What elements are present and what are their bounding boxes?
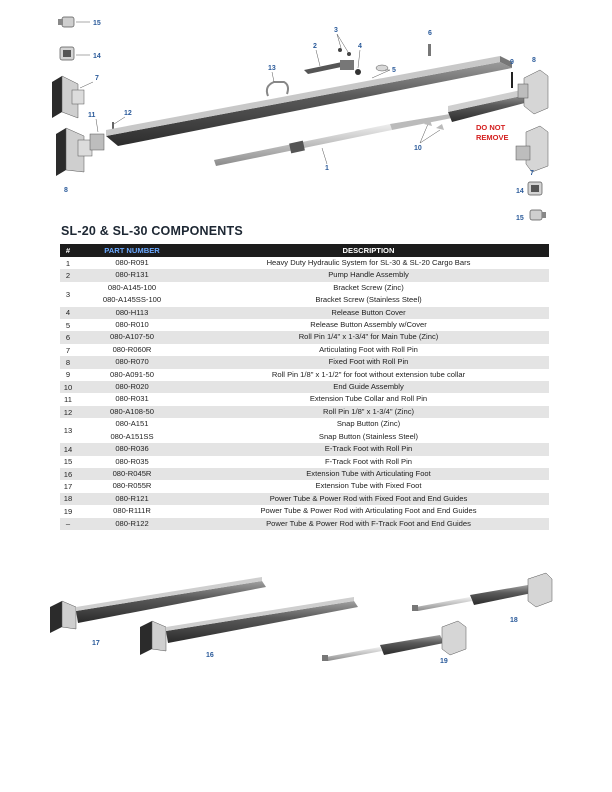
- part-description: Roll Pin 1/4" x 1-3/4" for Main Tube (Zinc): [298, 332, 439, 342]
- part-number: 080-R060R: [112, 344, 152, 354]
- part-number-cell: [76, 468, 188, 480]
- description-cell: [188, 456, 549, 468]
- part-number-cell: [76, 456, 188, 468]
- part-description: Bracket Screw (Stainless Steel): [315, 295, 422, 305]
- description-cell: [188, 480, 549, 492]
- part-number: 080-R070: [115, 357, 149, 367]
- part-number: 080-R055R: [112, 481, 152, 491]
- part-description: Articulating Foot with Roll Pin: [319, 344, 418, 354]
- snap-button: [267, 82, 288, 96]
- f-track-foot-part: [58, 17, 74, 27]
- part-description: Pump Handle Assembly: [328, 270, 409, 280]
- description-cell: [188, 356, 549, 368]
- articulating-foot-left: [52, 76, 84, 118]
- callout-8-right: 8: [532, 57, 536, 64]
- callout-7-left: 7: [95, 75, 99, 82]
- row-number: 16: [60, 468, 76, 480]
- components-table: [60, 244, 549, 530]
- part-number: 080-R131: [115, 270, 149, 280]
- part-number: 080-A145-100: [107, 282, 157, 292]
- end-guide: [436, 124, 444, 130]
- part-number: 080-R020: [115, 382, 149, 392]
- row-number: 6: [60, 331, 76, 343]
- part-number: 080-A145SS-100: [102, 295, 162, 305]
- description-cell: [188, 493, 549, 505]
- part-description: Power Tube & Power Rod with Articulating Foot and End Guides: [260, 506, 477, 516]
- part-number-cell: [76, 518, 188, 530]
- table-row: [60, 518, 549, 530]
- part-description: Roll Pin 1/8" x 1-3/4" (Zinc): [322, 406, 415, 416]
- table-row: [60, 257, 549, 269]
- callout-4: 4: [358, 43, 362, 50]
- part-number: 080-H113: [115, 307, 149, 317]
- part-number: 080-R111R: [113, 506, 151, 516]
- part-description: Roll Pin 1/8" x 1-1/2" for foot without extension tube collar: [271, 369, 466, 379]
- hydraulic-system: [214, 114, 452, 166]
- description-cell: [188, 406, 549, 418]
- articulating-foot-right: [516, 126, 548, 172]
- row-number: 13: [63, 426, 73, 436]
- part-description: F-Track Foot with Roll Pin: [324, 456, 413, 466]
- part-number-cell: [76, 331, 188, 343]
- table-row: [60, 505, 549, 517]
- row-number: 12: [60, 406, 76, 418]
- callout-14-right: 14: [516, 188, 524, 195]
- table-row: [60, 282, 549, 307]
- row-number: 9: [65, 370, 71, 380]
- table-row: [60, 307, 549, 319]
- part-number-cell: [76, 480, 188, 492]
- part-number: 080-R091: [115, 258, 149, 267]
- exploded-parts-diagram: [0, 0, 612, 230]
- table-row: [60, 406, 549, 418]
- row-number: 15: [63, 457, 73, 467]
- fixed-foot-right: [518, 70, 548, 114]
- part-number: 080-R031: [115, 394, 149, 404]
- callout-19: 19: [440, 658, 448, 665]
- fixed-foot-left: [56, 128, 92, 176]
- part-number-cell: [76, 381, 188, 393]
- description-cell: [188, 518, 549, 530]
- description-cell: [188, 344, 549, 356]
- table-row: [60, 331, 549, 343]
- extension-tube-collar: [90, 134, 104, 150]
- part-number: 080-R035: [115, 456, 149, 466]
- table-row: [60, 418, 549, 443]
- part-description: Power Tube & Power Rod with Fixed Foot and End Guides: [269, 493, 468, 503]
- header-number: #: [60, 244, 76, 257]
- part-description: Extension Tube with Fixed Foot: [315, 481, 422, 491]
- part-number: 080-A108-50: [110, 406, 154, 416]
- table-row: [60, 493, 549, 505]
- description-cell: [188, 331, 549, 343]
- section-title: SL-20 & SL-30 COMPONENTS: [61, 224, 243, 238]
- do-not-remove-line-2: REMOVE: [476, 133, 509, 142]
- callout-16: 16: [206, 652, 214, 659]
- callout-3: 3: [334, 27, 338, 34]
- callout-10: 10: [414, 145, 422, 152]
- description-cell: [188, 319, 549, 331]
- part-number: 080-R036: [115, 444, 149, 454]
- assembly-illustrations: [0, 565, 612, 685]
- f-track-foot-part-right: [530, 210, 546, 220]
- power-tube-articulating-foot: [322, 621, 466, 661]
- part-number-cell: [76, 393, 188, 405]
- row-number: 14: [60, 443, 76, 455]
- description-cell: [188, 282, 549, 307]
- description-cell: [188, 369, 549, 381]
- callout-5: 5: [392, 67, 396, 74]
- table-row: [60, 468, 549, 480]
- row-number: 7: [65, 345, 71, 355]
- callout-1: 1: [325, 165, 329, 172]
- part-description: Heavy Duty Hydraulic System for SL-30 & SL-20 Cargo Bars: [266, 258, 471, 267]
- pump-handle: [304, 60, 354, 74]
- main-tube-roll-pin: [428, 44, 431, 56]
- row-number: –: [60, 518, 76, 530]
- part-number: 080-R121: [115, 493, 149, 503]
- part-description: Release Button Cover: [331, 307, 406, 317]
- row-number: 1: [65, 258, 71, 268]
- part-number-cell: [76, 406, 188, 418]
- table-row: [60, 369, 549, 381]
- header-part-number: PART NUMBER: [76, 244, 188, 257]
- table-row: [60, 443, 549, 455]
- row-number: 17: [63, 482, 73, 492]
- part-number-cell: [76, 418, 188, 443]
- callout-17: 17: [92, 640, 100, 647]
- description-cell: [188, 443, 549, 455]
- part-number: 080-R010: [115, 320, 149, 330]
- part-number: 080-A151: [115, 419, 149, 429]
- header-description: DESCRIPTION: [188, 244, 549, 257]
- part-number-cell: [76, 307, 188, 319]
- bracket-screws: [338, 48, 351, 56]
- table-row: [60, 393, 549, 405]
- part-number-cell: [76, 319, 188, 331]
- table-row: [60, 319, 549, 331]
- part-description: Release Button Assembly w/Cover: [310, 320, 427, 330]
- callout-13: 13: [268, 65, 276, 72]
- part-number-cell: [76, 257, 188, 269]
- row-number: 19: [63, 506, 73, 516]
- callout-7-right: 7: [530, 170, 534, 177]
- part-description: Extension Tube with Articulating Foot: [306, 468, 431, 478]
- description-cell: [188, 381, 549, 393]
- part-number-cell: [76, 356, 188, 368]
- callout-14: 14: [93, 53, 101, 60]
- part-description: Extension Tube Collar and Roll Pin: [309, 394, 428, 404]
- part-number-cell: [76, 369, 188, 381]
- callout-15-right: 15: [516, 215, 524, 222]
- row-number: 10: [60, 381, 76, 393]
- part-description: End Guide Assembly: [333, 382, 404, 392]
- row-number: 4: [60, 307, 76, 319]
- part-number: 080-A151SS: [110, 431, 154, 441]
- part-number: 080-A091-50: [110, 369, 154, 379]
- table-row: [60, 356, 549, 368]
- extension-tube-articulating-foot: [140, 597, 358, 655]
- table-row: [60, 269, 549, 281]
- e-track-foot-part-right: [528, 182, 542, 195]
- part-description: E-Track Foot with Roll Pin: [324, 444, 413, 454]
- callout-9: 9: [510, 59, 514, 66]
- part-description: Power Tube & Power Rod with F-Track Foot and End Guides: [266, 518, 471, 528]
- description-cell: [188, 269, 549, 281]
- row-number: 18: [60, 493, 76, 505]
- part-description: Snap Button (Stainless Steel): [318, 431, 419, 441]
- part-number: 080-R045R: [112, 468, 152, 478]
- part-number: 080-R122: [115, 518, 149, 528]
- callout-8-left: 8: [64, 187, 68, 194]
- do-not-remove-line-1: DO NOT: [476, 123, 506, 132]
- table-row: [60, 480, 549, 492]
- description-cell: [188, 307, 549, 319]
- release-button-cover: [355, 69, 361, 75]
- table-row: [60, 381, 549, 393]
- callout-15: 15: [93, 20, 101, 27]
- table-body: [60, 257, 549, 530]
- e-track-foot-part: [60, 47, 74, 60]
- description-cell: [188, 468, 549, 480]
- callout-12: 12: [124, 110, 132, 117]
- description-cell: [188, 505, 549, 517]
- part-number-cell: [76, 493, 188, 505]
- part-number-cell: [76, 505, 188, 517]
- row-number: 11: [64, 395, 72, 405]
- part-description: Snap Button (Zinc): [336, 419, 401, 429]
- part-description: Fixed Foot with Roll Pin: [328, 357, 409, 367]
- row-number: 3: [65, 289, 71, 299]
- part-number-cell: [76, 443, 188, 455]
- table-row: [60, 344, 549, 356]
- table-row: [60, 456, 549, 468]
- callout-6: 6: [428, 30, 432, 37]
- part-description: Bracket Screw (Zinc): [333, 282, 404, 292]
- part-number-cell: [76, 269, 188, 281]
- callout-2: 2: [313, 43, 317, 50]
- callout-18: 18: [510, 617, 518, 624]
- part-number-cell: [76, 344, 188, 356]
- table-header-row: [60, 244, 549, 257]
- row-number: 5: [65, 320, 71, 330]
- row-number: 8: [60, 356, 76, 368]
- description-cell: [188, 257, 549, 269]
- description-cell: [188, 393, 549, 405]
- power-tube-fixed-foot: [412, 573, 552, 611]
- part-number: 080-A107-50: [110, 332, 154, 342]
- callout-11: 11: [88, 112, 96, 119]
- description-cell: [188, 418, 549, 443]
- row-number: 2: [60, 269, 76, 281]
- part-number-cell: [76, 282, 188, 307]
